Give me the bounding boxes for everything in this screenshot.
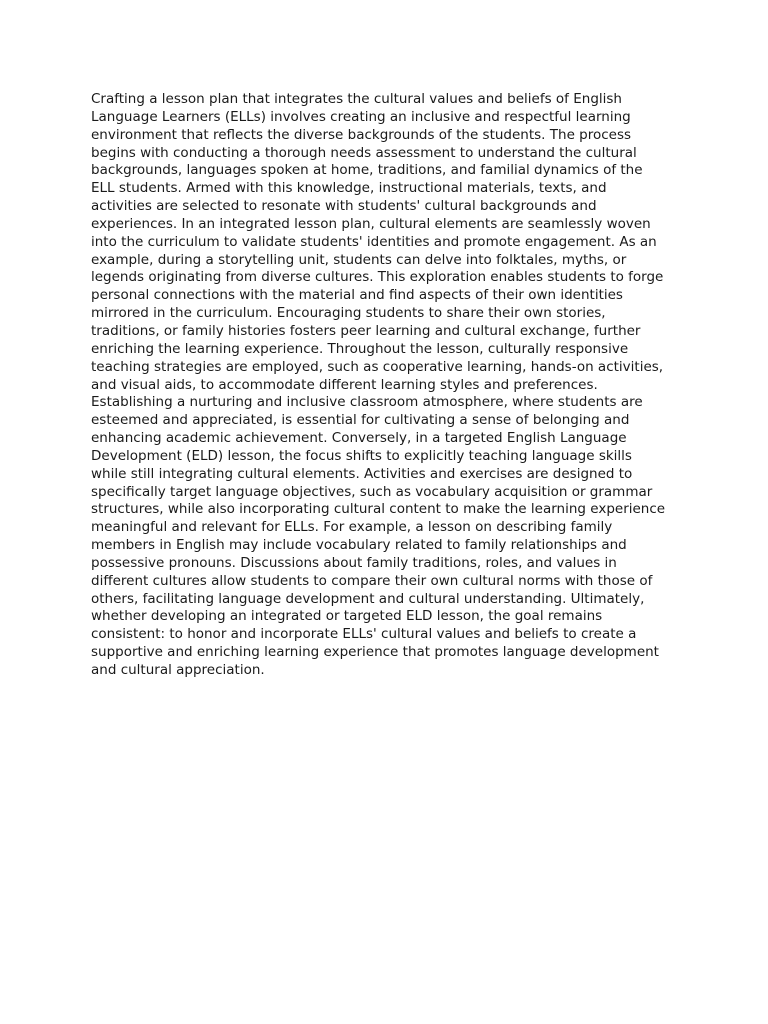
text-line: mirrored in the curriculum. Encouraging students to share their own stories, [91,305,606,322]
text-line: example, during a storytelling unit, students can delve into folktales, myths, or [91,251,627,268]
text-line: enhancing academic achievement. Conversely, in a targeted English Language [91,430,627,447]
text-line: esteemed and appreciated, is essential for cultivating a sense of belonging and [91,412,630,429]
text-line: ELL students. Armed with this knowledge, instructional materials, texts, and [91,180,607,197]
text-line: while still integrating cultural elements. Activities and exercises are designed to [91,465,633,482]
body-paragraph [91,91,681,680]
text-line: members in English may include vocabulary related to family relationships and [91,537,627,554]
text-line: Language Learners (ELLs) involves creating an inclusive and respectful learning [91,108,631,125]
text-line: consistent: to honor and incorporate ELLs' cultural values and beliefs to create a [91,626,637,643]
text-line: traditions, or family histories fosters peer learning and cultural exchange, further [91,322,641,339]
text-line: experiences. In an integrated lesson plan, cultural elements are seamlessly woven [91,215,651,232]
text-line: personal connections with the material and find aspects of their own identities [91,287,623,304]
text-line: structures, while also incorporating cultural content to make the learning experience [91,501,666,518]
text-line: enriching the learning experience. Throughout the lesson, culturally responsive [91,340,629,357]
text-line: supportive and enriching learning experience that promotes language development [91,644,659,661]
text-line: others, facilitating language development and cultural understanding. Ultimately, [91,590,645,607]
text-line: begins with conducting a thorough needs assessment to understand the cultural [91,144,637,161]
text-line: possessive pronouns. Discussions about family traditions, roles, and values in [91,554,617,571]
text-line: legends originating from diverse cultures. This exploration enables students to forge [91,269,664,286]
text-line: Crafting a lesson plan that integrates the cultural values and beliefs of English [91,91,622,107]
text-line: and visual aids, to accommodate different learning styles and preferences. [91,376,598,393]
text-line: Establishing a nurturing and inclusive classroom atmosphere, where students are [91,394,643,411]
text-line: whether developing an integrated or targeted ELD lesson, the goal remains [91,608,603,625]
text-line: into the curriculum to validate students' identities and promote engagement. As an [91,233,657,250]
text-line: different cultures allow students to compare their own cultural norms with those of [91,572,653,589]
text-line: environment that reflects the diverse backgrounds of the students. The process [91,126,632,143]
text-line: backgrounds, languages spoken at home, traditions, and familial dynamics of the [91,162,643,179]
text-line: teaching strategies are employed, such as cooperative learning, hands-on activities, [91,358,664,375]
text-line: activities are selected to resonate with students' cultural backgrounds and [91,198,597,215]
text-line: and cultural appreciation. [91,662,265,678]
text-line: specifically target language objectives, such as vocabulary acquisition or grammar [91,483,653,500]
text-line: Development (ELD) lesson, the focus shifts to explicitly teaching language skills [91,447,632,464]
text-line: meaningful and relevant for ELLs. For example, a lesson on describing family [91,519,613,536]
